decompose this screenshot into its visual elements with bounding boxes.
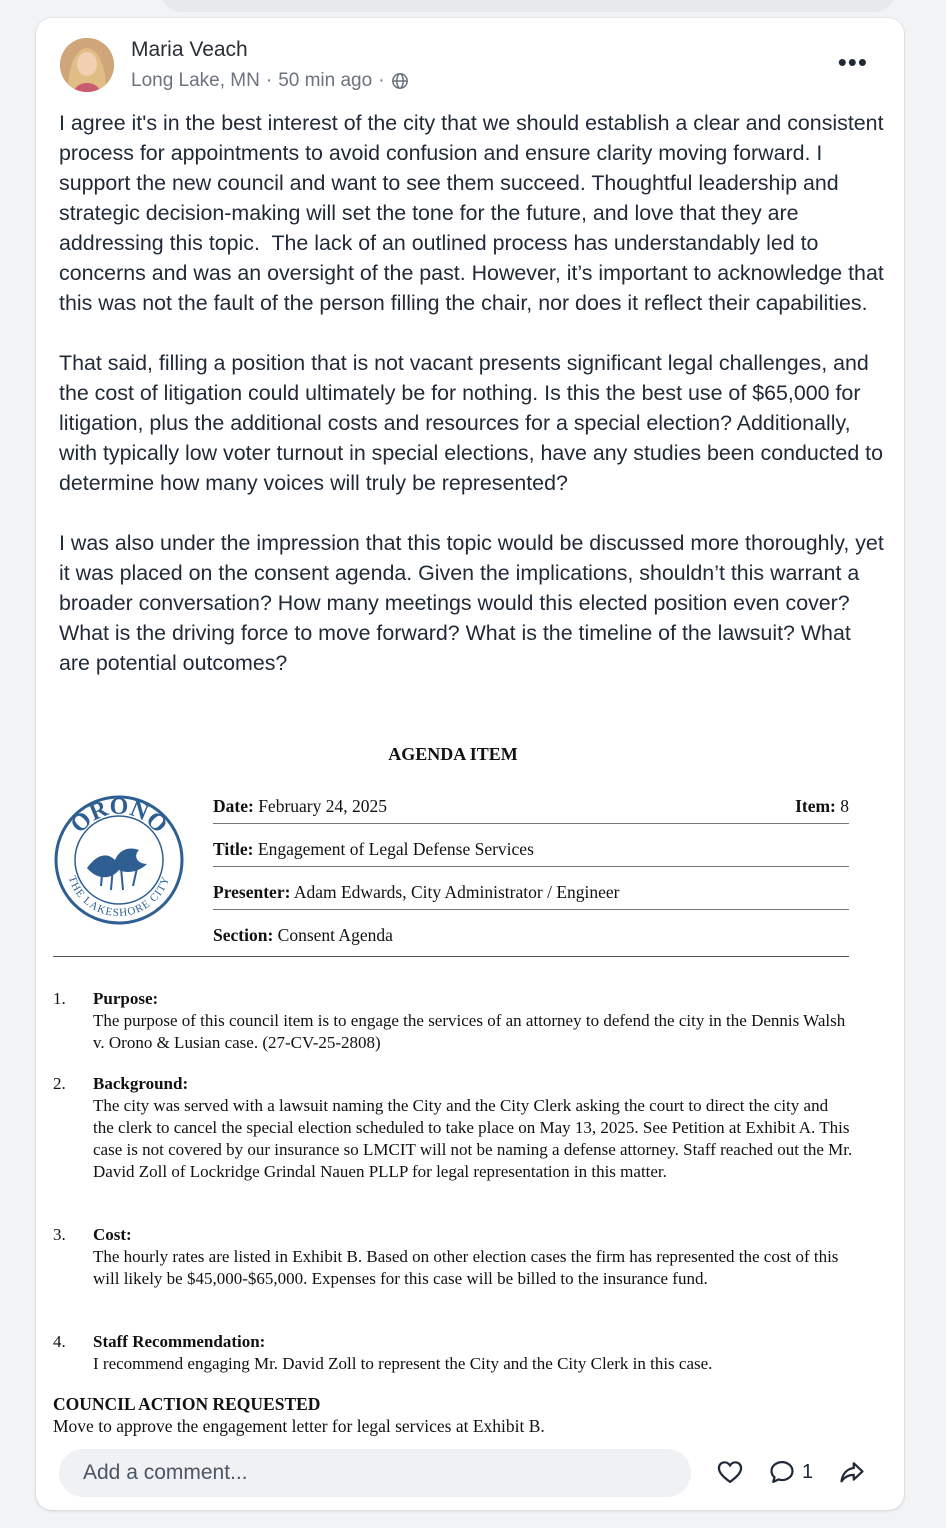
meta-separator: · bbox=[378, 70, 385, 91]
previous-card-edge bbox=[162, 0, 894, 12]
section-row: Section: Consent Agenda bbox=[213, 925, 393, 945]
item-number: Item: 8 bbox=[795, 796, 849, 816]
author-name[interactable]: Maria Veach bbox=[131, 38, 248, 61]
heart-icon bbox=[716, 1458, 744, 1486]
title-row: Title: Engagement of Legal Defense Services bbox=[213, 839, 849, 867]
header-divider bbox=[53, 956, 849, 957]
avatar-portrait bbox=[60, 38, 114, 92]
post-card bbox=[36, 18, 904, 1510]
reply-count: 1 bbox=[802, 1460, 814, 1483]
comment-input[interactable]: Add a comment... bbox=[59, 1449, 691, 1497]
meta-separator: · bbox=[265, 70, 273, 91]
more-options-button[interactable]: ••• bbox=[837, 47, 868, 77]
orono-city-seal bbox=[53, 794, 185, 926]
share-arrow-icon bbox=[838, 1458, 866, 1486]
agenda-heading: AGENDA ITEM bbox=[388, 744, 518, 764]
seal-bottom-text: THE LAKESHORE CITY bbox=[65, 874, 173, 920]
seal-top-text: ORONO bbox=[65, 794, 173, 839]
share-button[interactable] bbox=[838, 1458, 866, 1486]
avatar[interactable] bbox=[60, 38, 114, 92]
reply-button[interactable] bbox=[768, 1458, 813, 1486]
author-location[interactable]: Long Lake, MN bbox=[131, 70, 260, 91]
post-body: I agree it's in the best interest of the city that we should establish a clear and consistent process for appointments to avoid confusion and ensure clarity moving forward. I support the new council and want to see them succeed. Thoughtful leadership and strategic decision-making will set the tone for the future, and love that they are addressing this topic. The lack of an outlined process has understandably led to concerns and was an oversight of the past. However, it’s important to acknowledge that this was not the fault of the person filling the chair, nor does it reflect their capabilities. That said, filling a position that is not vacant presents significant legal challenges, and the cost of litigation could ultimately be for nothing. Is this the best use of $65,000 for litigation, plus the additional costs and resources for a special election? Additionally, with typically low voter turnout in special elections, have any studies been conducted to determine how many voices will truly be represented? I was also under the impression that this topic would be discussed more thoroughly, yet it was placed on the consent agenda. Given the implications, shouldn’t this warrant a broader conversation? How many meetings would this elected position even cover? What is the driving force to move forward? What is the timeline of the lawsuit? What are potential outcomes? bbox=[59, 111, 884, 675]
post-timestamp[interactable]: 50 min ago bbox=[278, 70, 373, 91]
date-row: Date: February 24, 2025 Item: 8 bbox=[213, 796, 849, 824]
council-action: COUNCIL ACTION REQUESTED Move to approve the engagement letter for legal services at Exhibit B. bbox=[53, 1394, 545, 1436]
globe-icon bbox=[391, 72, 409, 90]
like-button[interactable] bbox=[716, 1458, 744, 1486]
presenter-row: Presenter: Adam Edwards, City Administrator / Engineer bbox=[213, 882, 849, 910]
agenda-item-image[interactable]: AGENDA ITEM ORONO THE LAKESHORE CITY Date: February 24, 2025 Item: 8 Title: Engagement of Legal Defense Services Presenter: Adam Edwards, City Administrator / Engineer Section: Consent Agenda 1. Purpose: The purpose of this council item is to engage the services of an attorney to defend the city in the Dennis Walsh v. Orono & Lusian case. (27-CV-25-2808) 2. Background: The city was served with a lawsuit naming the City and the City Clerk asking the court to direct the city and the clerk to cancel the special election scheduled to take place on May 13, 2025. See Petition at Exhibit A. This case is not covered by our insurance so LMCIT will not be naming a defense attorney. Staff reached out the Mr. David Zoll of Lockridge Grindal Nauen PLLP for legal representation in this matter. 3. Cost: The hourly rates are listed in Exhibit B. Based on other election cases the firm has represented the cost of this will likely be $45,000-$65,000. Expenses for this case will be billed to the insurance fund. 4. Staff Recommendation: I recommend engaging Mr. David Zoll to represent the City and the City Clerk in this case. COUNCIL ACTION REQUESTED Move to approve the engagement letter for legal services at Exhibit B. bbox=[53, 744, 853, 1436]
post-meta bbox=[131, 70, 409, 92]
comment-bubble-icon bbox=[768, 1458, 796, 1486]
